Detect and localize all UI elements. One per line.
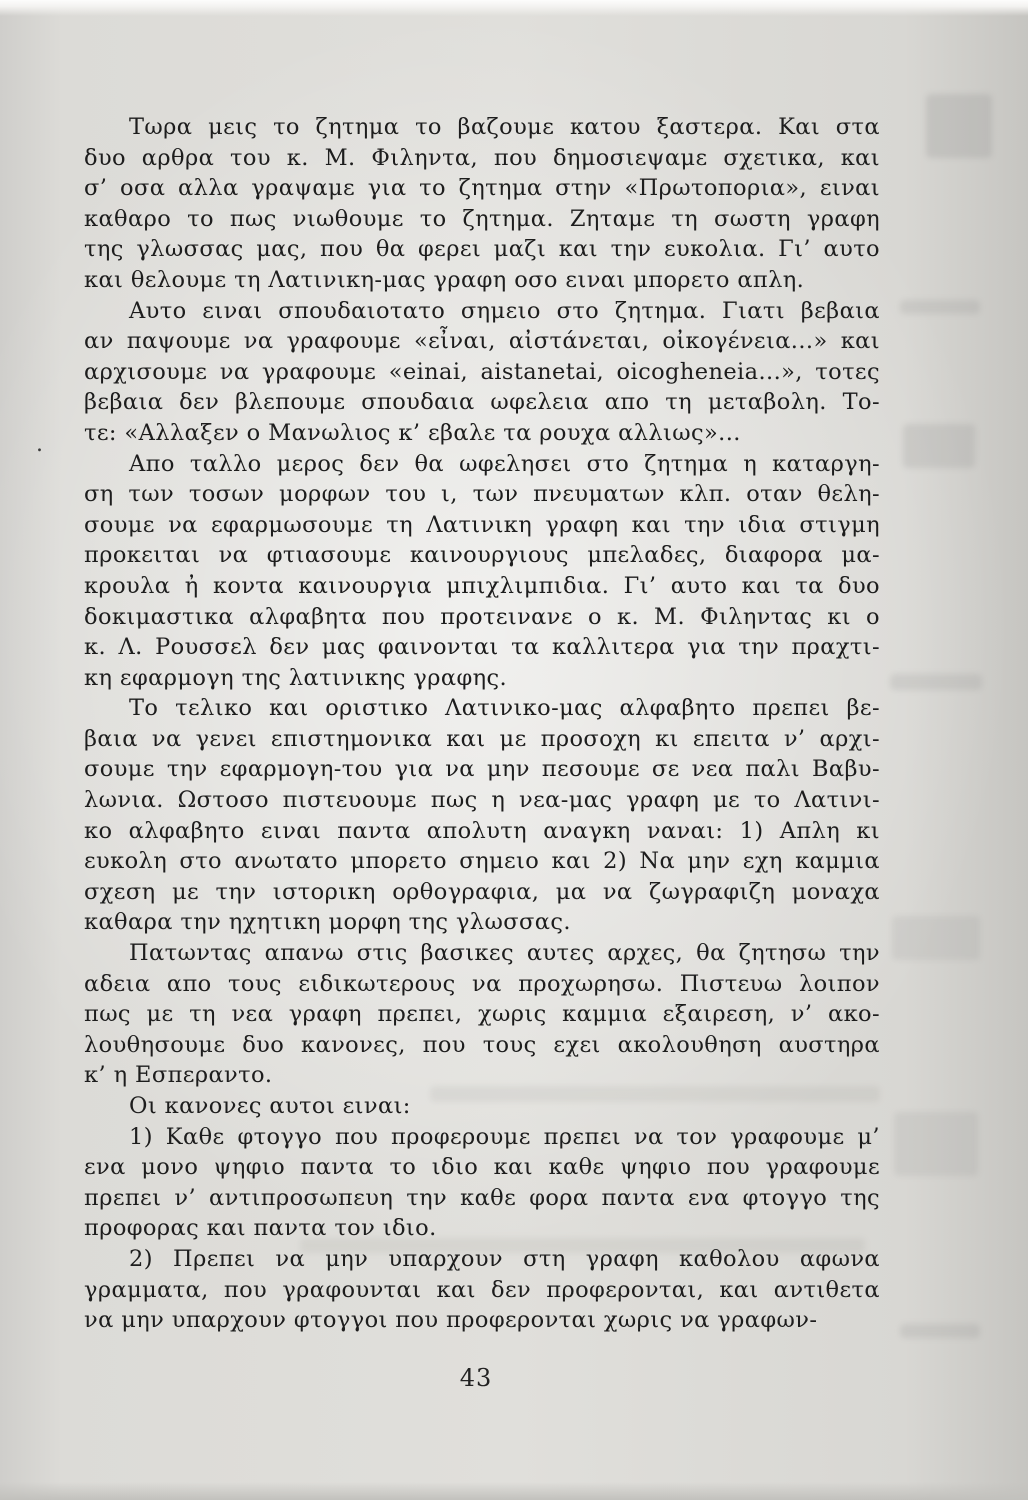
- page-text: [84, 112, 880, 1336]
- text-line: κη εφαρμογη της λατινικης γραφης.: [84, 664, 508, 691]
- text-line: Το τελικο και οριστικο Λατινικο-μας αλφαβητο πρεπει βε-: [129, 695, 880, 722]
- text-line: προκειται να φτιασουμε καινουργιους μπελαδες, διαφορα μα-: [84, 542, 880, 569]
- paragraph: [84, 693, 880, 938]
- text-line: αρχισουμε να γραφουμε «einai, aistanetai, oicogheneia...», τοτες: [84, 358, 880, 385]
- text-line: γραμματα, που γραφουνται και δεν προφερονται, και αντιθετα: [84, 1276, 880, 1303]
- text-line: κ’ η Εσπεραντο.: [84, 1062, 273, 1089]
- text-line: ση των τοσων μορφων του ι, των πνευματων κλπ. οταν θελη-: [84, 481, 880, 508]
- text-line: Τωρα μεις το ζητημα το βαζουμε κατου ξαστερα. Και στα: [129, 114, 880, 140]
- text-line: λωνια. Ωστοσο πιστευουμε πως η νεα-μας γραφη με το Λατινι-: [84, 787, 880, 814]
- text-line: σουμε την εφαρμογη-του για να μην πεσουμε σε νεα παλι Βαβυ-: [84, 756, 880, 783]
- text-line: να μην υπαρχουν φτογγοι που προφερονται χωρις να γραφων-: [84, 1307, 818, 1334]
- text-line: Πατωντας απανω στις βασικες αυτες αρχες, θα ζητησω την: [129, 940, 880, 967]
- text-line: σουμε να εφαρμωσουμε τη Λατινικη γραφη και την ιδια στιγμη: [84, 511, 880, 538]
- text-line: κο αλφαβητο ειναι παντα απολυτη αναγκη ναναι: 1) Απλη κι: [84, 817, 880, 844]
- text-line: ενα μονο ψηφιο παντα το ιδιο και καθε ψηφιο που γραφουμε: [84, 1154, 880, 1181]
- text-line: προφορας και παντα τον ιδιο.: [84, 1215, 437, 1242]
- text-line: δοκιμαστικα αλφαβητα που προτεινανε ο κ. Μ. Φιληντας κι ο: [84, 603, 880, 630]
- text-line: Απο ταλλο μερος δεν θα ωφελησει στο ζητημα η καταργη-: [129, 450, 880, 477]
- scan-artifact: [926, 94, 992, 158]
- paragraph: [84, 1122, 880, 1244]
- text-line: αν παψουμε να γραφουμε «εἶναι, αἰστάνεται, οἰκογένεια...» και: [84, 328, 880, 355]
- paragraph: [84, 938, 880, 1091]
- text-line: καθαρα την ηχητικη μορφη της γλωσσας.: [84, 909, 571, 936]
- text-line: δυο αρθρα του κ. Μ. Φιληντα, που δημοσιεψαμε σχετικα, και: [84, 144, 880, 171]
- text-line: 2) Πρεπει να μην υπαρχουν στη γραφη καθολου αφωνα: [129, 1245, 880, 1272]
- margin-mark: .: [36, 432, 43, 457]
- paragraph: [84, 1091, 880, 1122]
- text-line: σχεση με την ιστορικη ορθογραφια, μα να ζωγραφιζη μοναχα: [84, 878, 880, 905]
- text-line: κρουλα ἠ κοντα καινουργια μπιχλιμπιδια. Γι’ αυτο και τα δυο: [84, 572, 880, 599]
- text-line: αδεια απο τους ειδικωτερους να προχωρησω. Πιστευω λοιπον: [84, 970, 880, 997]
- text-line: ευκολη στο ανωτατο μπορετο σημειο και 2) Να μην εχη καμμια: [84, 848, 880, 875]
- text-line: σ’ οσα αλλα γραψαμε για το ζητημα στην «Πρωτοπορια», ειναι: [84, 175, 880, 202]
- text-line: της γλωσσας μας, που θα φερει μαζι και την ευκολια. Γι’ αυτο: [84, 236, 880, 263]
- text-line: βεβαια δεν βλεπουμε σπουδαια ωφελεια απο τη μεταβολη. Το-: [84, 389, 880, 416]
- text-line: Οι κανονες αυτοι ειναι:: [129, 1093, 411, 1119]
- text-line: πρεπει ν’ αντιπροσωπευη την καθε φορα παντα ενα φτογγο της: [84, 1184, 880, 1211]
- scan-artifact: [900, 1324, 980, 1338]
- paragraph: [84, 112, 880, 296]
- text-line: βαια να γενει επιστημονικα και με προσοχη κι επειτα ν’ αρχι-: [84, 725, 880, 752]
- text-line: 1) Καθε φτογγο που προφερουμε πρεπει να τον γραφουμε μ’: [129, 1123, 880, 1150]
- text-line: καθαρο το πως νιωθουμε το ζητημα. Ζηταμε τη σωστη γραφη: [84, 205, 880, 232]
- text-line: και θελουμε τη Λατινικη-μας γραφη οσο ειναι μπορετο απλη.: [84, 266, 805, 293]
- text-line: πως με τη νεα γραφη πρεπει, χωρις καμμια εξαιρεση, ν’ ακο-: [84, 1001, 880, 1028]
- scan-artifact: [903, 424, 975, 468]
- paragraph: [84, 449, 880, 694]
- scan-artifact: [892, 916, 980, 960]
- scan-artifact: [890, 674, 982, 690]
- paragraph: [84, 1244, 880, 1336]
- page-number: 43: [459, 1364, 493, 1392]
- scan-artifact: [900, 300, 980, 314]
- text-line: λουθησουμε δυο κανονες, που τους εχει ακολουθηση αυστηρα: [84, 1031, 880, 1058]
- text-line: τε: «Αλλαξεν ο Μανωλιος κ’ εβαλε τα ρουχα αλλιως»...: [84, 419, 741, 446]
- scan-artifact: [894, 1112, 978, 1176]
- paragraph: [84, 296, 880, 449]
- text-line: κ. Λ. Ρουσσελ δεν μας φαινονται τα καλλιτερα για την πραχτι-: [84, 634, 880, 661]
- text-line: Αυτο ειναι σπουδαιοτατο σημειο στο ζητημα. Γιατι βεβαια: [129, 297, 880, 324]
